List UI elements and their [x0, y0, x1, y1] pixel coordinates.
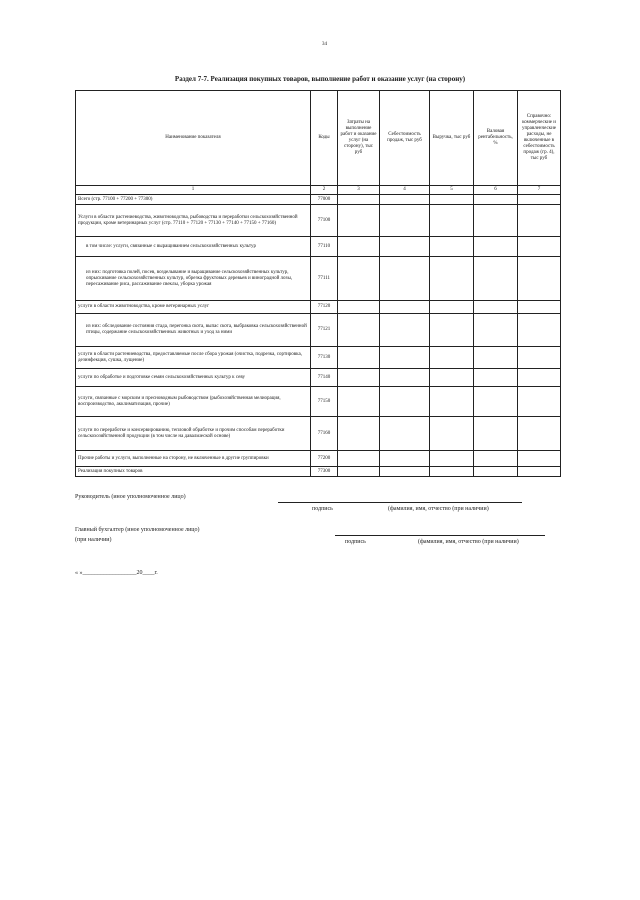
cell-profitability[interactable]: [474, 451, 518, 467]
cell-revenue[interactable]: [430, 369, 474, 387]
cell-reference[interactable]: [518, 451, 561, 467]
header-code: Коды: [311, 91, 338, 186]
column-number: 7: [518, 186, 561, 195]
header-costs: Затраты на выполнение работ и оказание услуг (на сторону), тыс руб: [338, 91, 380, 186]
cell-cost-of-sales[interactable]: [380, 387, 430, 417]
cell-cost-of-sales[interactable]: [380, 237, 430, 257]
row-name: услуги в области животноводства, кроме ветеринарных услуг: [76, 301, 311, 314]
row-name: Всего (стр. 77100 + 77200 + 77300): [76, 195, 311, 205]
table-row: [76, 314, 561, 347]
row-code: 77130: [311, 347, 338, 369]
column-number: 2: [311, 186, 338, 195]
cell-revenue[interactable]: [430, 195, 474, 205]
cell-costs[interactable]: [338, 387, 380, 417]
cell-costs[interactable]: [338, 347, 380, 369]
row-code: 77120: [311, 301, 338, 314]
accountant-label: Главный бухгалтер (иное уполномоченное лицо): [75, 527, 200, 533]
cell-costs[interactable]: [338, 257, 380, 301]
cell-reference[interactable]: [518, 314, 561, 347]
cell-reference[interactable]: [518, 237, 561, 257]
table-row: [76, 205, 561, 237]
table-row: [76, 467, 561, 477]
cell-profitability[interactable]: [474, 369, 518, 387]
head-name-caption: (фамилия, имя, отчество (при наличии): [388, 506, 489, 512]
row-code: 77150: [311, 387, 338, 417]
header-revenue: Выручка, тыс руб: [430, 91, 474, 186]
cell-profitability[interactable]: [474, 467, 518, 477]
table-row: [76, 347, 561, 369]
cell-cost-of-sales[interactable]: [380, 347, 430, 369]
cell-reference[interactable]: [518, 301, 561, 314]
row-name: Прочие работы и услуги, выполненные на сторону, не включенные в другие группировки: [76, 451, 311, 467]
cell-reference[interactable]: [518, 369, 561, 387]
cell-profitability[interactable]: [474, 237, 518, 257]
table-row: [76, 387, 561, 417]
table-row: [76, 257, 561, 301]
cell-profitability[interactable]: [474, 195, 518, 205]
cell-cost-of-sales[interactable]: [380, 314, 430, 347]
cell-reference[interactable]: [518, 347, 561, 369]
column-number: 3: [338, 186, 380, 195]
accountant-sign-caption: подпись: [345, 539, 366, 545]
header-profitability: Валовая рентабельность, %: [474, 91, 518, 186]
cell-costs[interactable]: [338, 369, 380, 387]
cell-costs[interactable]: [338, 205, 380, 237]
cell-revenue[interactable]: [430, 451, 474, 467]
cell-revenue[interactable]: [430, 237, 474, 257]
row-code: 77000: [311, 195, 338, 205]
row-name: услуги по обработке и подготовке семян сельскохозяйственных культур к севу: [76, 369, 311, 387]
table-row: [76, 301, 561, 314]
row-name: из них: подготовка полей, посев, возделывание и выращивание сельскохозяйственных культур, опрыскивание сельскохозяйственных культур, обрезка фруктовых деревьев и виноградной лозы, пересаживание риса, рассаживание свеклы, уборка урожая: [76, 257, 311, 301]
cell-revenue[interactable]: [430, 417, 474, 451]
cell-revenue[interactable]: [430, 387, 474, 417]
header-row: [76, 91, 561, 186]
row-name: услуги, связанные с морским и пресноводным рыбоводством (рыбохозяйственная мелиорация, воспроизводство, акклиматизация, прочие): [76, 387, 311, 417]
cell-costs[interactable]: [338, 451, 380, 467]
row-code: 77140: [311, 369, 338, 387]
row-code: 77300: [311, 467, 338, 477]
table-row: [76, 369, 561, 387]
row-name: Услуги в области растениеводства, животноводства, рыбоводства и переработки сельскохозяйственной продукции, кроме ветеринарных услуг (стр. 77110 + 77120 + 77130 + 77140 + 77150 + 77160): [76, 205, 311, 237]
row-code: 77160: [311, 417, 338, 451]
table-row: [76, 417, 561, 451]
column-number: 5: [430, 186, 474, 195]
cell-profitability[interactable]: [474, 347, 518, 369]
column-number: 1: [76, 186, 311, 195]
cell-cost-of-sales[interactable]: [380, 451, 430, 467]
cell-costs[interactable]: [338, 417, 380, 451]
row-name: услуги в области растениеводства, предоставляемые после сбора урожая (очистка, подрезка, сортировка, дезинфекция, сушка, лущение): [76, 347, 311, 369]
head-signature-line[interactable]: [278, 502, 522, 503]
row-code: 77100: [311, 205, 338, 237]
header-reference: Справочно: коммерческие и управленческие расходы, не включенные в себестоимость продаж (гр. 4), тыс руб: [518, 91, 561, 186]
cell-reference[interactable]: [518, 205, 561, 237]
row-name: Реализация покупных товаров: [76, 467, 311, 477]
cell-revenue[interactable]: [430, 301, 474, 314]
cell-cost-of-sales[interactable]: [380, 205, 430, 237]
row-code: 77121: [311, 314, 338, 347]
cell-reference[interactable]: [518, 387, 561, 417]
cell-revenue[interactable]: [430, 205, 474, 237]
cell-revenue[interactable]: [430, 467, 474, 477]
cell-revenue[interactable]: [430, 314, 474, 347]
section-title: Раздел 7-7. Реализация покупных товаров, выполнение работ и оказание услуг (на сторону): [174, 75, 466, 83]
column-number-row: [76, 186, 561, 195]
cell-costs[interactable]: [338, 237, 380, 257]
cell-profitability[interactable]: [474, 257, 518, 301]
row-name: из них: обследование состояния стада, перегонка скота, выпас скота, выбраковка сельскохозяйственной птицы, содержание сельскохозяйственных животных и уход за ними: [76, 314, 311, 347]
column-number: 4: [380, 186, 430, 195]
cell-profitability[interactable]: [474, 314, 518, 347]
cell-profitability[interactable]: [474, 205, 518, 237]
cell-reference[interactable]: [518, 195, 561, 205]
cell-costs[interactable]: [338, 195, 380, 205]
head-label: Руководитель (иное уполномоченное лицо): [75, 494, 186, 500]
cell-revenue[interactable]: [430, 257, 474, 301]
cell-profitability[interactable]: [474, 301, 518, 314]
cell-reference[interactable]: [518, 417, 561, 451]
cell-cost-of-sales[interactable]: [380, 369, 430, 387]
cell-reference[interactable]: [518, 467, 561, 477]
cell-revenue[interactable]: [430, 347, 474, 369]
page-number: 34: [322, 42, 327, 47]
cell-costs[interactable]: [338, 301, 380, 314]
row-name: услуги по переработке и консервированию, тепловой обработке и прочим способам переработки сельскохозяйственной продукции (в том числе на давальческой основе): [76, 417, 311, 451]
cell-cost-of-sales[interactable]: [380, 301, 430, 314]
report-table: [75, 90, 561, 477]
table-row: [76, 195, 561, 205]
header-cost-of-sales: Себестоимость продаж, тыс руб: [380, 91, 430, 186]
column-number: 6: [474, 186, 518, 195]
cell-costs[interactable]: [338, 467, 380, 477]
cell-costs[interactable]: [338, 314, 380, 347]
row-code: 77200: [311, 451, 338, 467]
accountant-name-caption: (фамилия, имя, отчество (при наличии): [418, 539, 519, 545]
cell-reference[interactable]: [518, 257, 561, 301]
head-sign-caption: подпись: [312, 506, 333, 512]
cell-cost-of-sales[interactable]: [380, 417, 430, 451]
table-row: [76, 237, 561, 257]
cell-cost-of-sales[interactable]: [380, 257, 430, 301]
date-field[interactable]: « »__________________20____г.: [75, 570, 158, 576]
cell-cost-of-sales[interactable]: [380, 467, 430, 477]
accountant-label-continued: (при наличии): [75, 537, 112, 543]
header-name: Наименование показателя: [76, 91, 311, 186]
row-code: 77111: [311, 257, 338, 301]
cell-cost-of-sales[interactable]: [380, 195, 430, 205]
row-code: 77110: [311, 237, 338, 257]
table-row: [76, 451, 561, 467]
cell-profitability[interactable]: [474, 417, 518, 451]
row-name: в том числе: услуги, связанные с выращиванием сельскохозяйственных культур: [76, 237, 311, 257]
accountant-signature-line[interactable]: [335, 535, 545, 536]
cell-profitability[interactable]: [474, 387, 518, 417]
